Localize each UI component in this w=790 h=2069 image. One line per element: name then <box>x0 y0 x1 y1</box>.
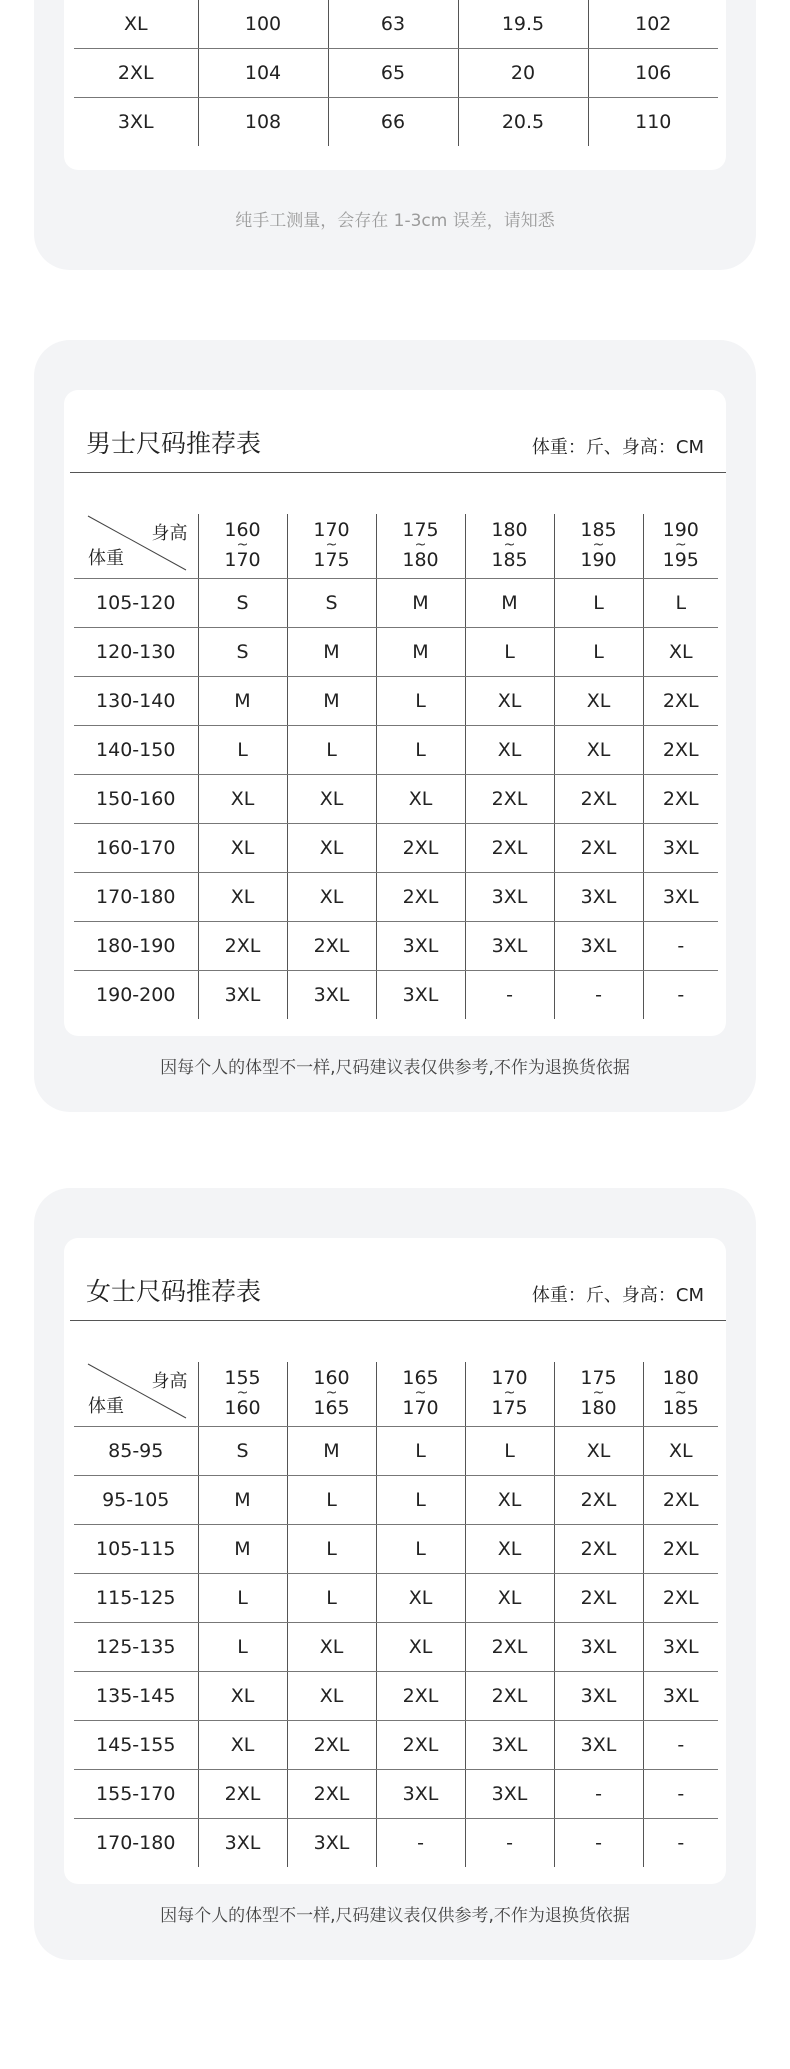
height-min: 180 <box>491 519 528 542</box>
size-cell: M <box>287 1427 376 1476</box>
weight-range-cell: 170-180 <box>74 1819 198 1868</box>
table-cell: 2XL <box>74 49 198 98</box>
size-cell: 3XL <box>643 873 718 922</box>
weight-range-cell: 115-125 <box>74 1574 198 1623</box>
size-cell: XL <box>287 1623 376 1672</box>
height-axis-label: 身高 <box>151 523 188 544</box>
height-range-header <box>198 514 287 579</box>
size-cell: L <box>643 579 718 628</box>
size-cell: 2XL <box>643 775 718 824</box>
women-chart-title: 女士尺码推荐表 <box>86 1277 262 1306</box>
size-cell: XL <box>198 775 287 824</box>
size-cell: 2XL <box>643 1574 718 1623</box>
size-cell: 2XL <box>287 1721 376 1770</box>
men-size-table <box>74 514 718 1019</box>
tilde: ~ <box>503 537 516 553</box>
table-row <box>74 677 718 726</box>
men-chart-title: 男士尺码推荐表 <box>86 429 262 458</box>
table-cell: 20 <box>458 49 588 98</box>
table-row <box>74 873 718 922</box>
size-cell: 3XL <box>554 922 643 971</box>
size-cell: L <box>287 1525 376 1574</box>
size-cell: L <box>198 1623 287 1672</box>
weight-range-cell: 105-120 <box>74 579 198 628</box>
weight-axis-label: 体重 <box>88 1396 124 1417</box>
tilde: ~ <box>325 537 338 553</box>
size-cell: 3XL <box>554 1672 643 1721</box>
weight-range-cell: 120-130 <box>74 628 198 677</box>
size-cell: S <box>198 579 287 628</box>
size-cell: - <box>554 971 643 1020</box>
size-cell: 2XL <box>376 873 465 922</box>
size-cell: 2XL <box>376 1672 465 1721</box>
measurement-note: 纯手工测量，会存在 1-3cm 误差，请知悉 <box>235 211 555 231</box>
size-cell: 2XL <box>465 824 554 873</box>
height-range-header <box>643 1362 718 1427</box>
weight-range-cell: 95-105 <box>74 1476 198 1525</box>
height-max: 180 <box>402 549 439 571</box>
height-min: 160 <box>224 519 261 542</box>
table-row <box>74 726 718 775</box>
women-note: 因每个人的体型不一样,尺码建议表仅供参考,不作为退换货依据 <box>160 1906 630 1926</box>
weight-range-cell: 160-170 <box>74 824 198 873</box>
height-range-header <box>287 1362 376 1427</box>
size-cell: M <box>198 1476 287 1525</box>
corner-cell <box>74 514 198 579</box>
height-min: 155 <box>224 1367 261 1390</box>
size-cell: - <box>554 1770 643 1819</box>
height-min: 160 <box>313 1367 350 1390</box>
size-cell: 2XL <box>643 1476 718 1525</box>
men-size-panel <box>34 340 756 1112</box>
table-row <box>74 1623 718 1672</box>
size-cell: M <box>465 579 554 628</box>
height-max: 190 <box>580 549 617 571</box>
height-min: 175 <box>402 519 439 542</box>
size-cell: - <box>465 1819 554 1868</box>
size-cell: 2XL <box>643 726 718 775</box>
size-cell: L <box>465 628 554 677</box>
table-header-row <box>74 1362 718 1427</box>
size-cell: 2XL <box>554 775 643 824</box>
height-range-header <box>554 1362 643 1427</box>
size-cell: 3XL <box>643 1623 718 1672</box>
tilde: ~ <box>592 1385 605 1401</box>
size-cell: 3XL <box>376 971 465 1020</box>
size-cell: L <box>376 726 465 775</box>
height-range-header <box>376 514 465 579</box>
table-row <box>74 1427 718 1476</box>
size-cell: 3XL <box>465 922 554 971</box>
height-min: 180 <box>662 1367 699 1390</box>
diagonal-header <box>74 514 198 578</box>
tilde: ~ <box>674 1385 687 1401</box>
women-size-card <box>64 1238 726 1884</box>
size-cell: 2XL <box>287 1770 376 1819</box>
height-max: 170 <box>402 1397 439 1419</box>
size-cell: 2XL <box>376 824 465 873</box>
table-cell: 104 <box>198 49 328 98</box>
men-unit-label: 体重：斤、身高：CM <box>531 437 704 458</box>
table-cell: 65 <box>328 49 458 98</box>
corner-cell <box>74 1362 198 1427</box>
weight-range-cell: 190-200 <box>74 971 198 1020</box>
size-cell: 2XL <box>554 1574 643 1623</box>
height-range-header <box>376 1362 465 1427</box>
size-cell: - <box>677 1832 685 1854</box>
height-axis-label: 身高 <box>151 1371 188 1392</box>
women-size-panel <box>34 1188 756 1960</box>
size-cell: S <box>198 1427 287 1476</box>
table-cell: 100 <box>198 0 328 49</box>
table-cell: 63 <box>328 0 458 49</box>
size-cell: 2XL <box>554 824 643 873</box>
women-unit-label: 体重：斤、身高：CM <box>531 1285 704 1306</box>
size-cell: L <box>554 628 643 677</box>
size-cell: S <box>287 579 376 628</box>
table-row <box>74 775 718 824</box>
table-cell: 3XL <box>74 98 198 147</box>
size-cell: 3XL <box>554 1623 643 1672</box>
size-cell: L <box>287 726 376 775</box>
height-min: 170 <box>491 1367 528 1390</box>
height-max: 185 <box>662 1397 699 1419</box>
table-row <box>74 1574 718 1623</box>
size-cell: S <box>198 628 287 677</box>
size-cell: XL <box>554 726 643 775</box>
weight-range-cell: 180-190 <box>74 922 198 971</box>
table-cell: 19.5 <box>458 0 588 49</box>
size-cell: 2XL <box>198 1770 287 1819</box>
weight-range-cell: 130-140 <box>74 677 198 726</box>
size-cell: XL <box>643 1427 718 1476</box>
table-row <box>74 1525 718 1574</box>
table-row <box>74 971 718 1020</box>
size-cell: XL <box>465 726 554 775</box>
size-cell: L <box>376 1525 465 1574</box>
table-row <box>74 824 718 873</box>
size-cell: L <box>376 1427 465 1476</box>
size-cell: XL <box>554 1427 643 1476</box>
women-size-table <box>74 1362 718 1867</box>
size-cell: XL <box>376 1574 465 1623</box>
size-cell: 2XL <box>554 1525 643 1574</box>
weight-range-cell: 150-160 <box>74 775 198 824</box>
table-row <box>74 922 718 971</box>
men-size-card <box>64 390 726 1036</box>
table-row <box>74 1672 718 1721</box>
tilde: ~ <box>503 1385 516 1401</box>
men-note: 因每个人的体型不一样,尺码建议表仅供参考,不作为退换货依据 <box>160 1058 630 1078</box>
size-cell: XL <box>287 1672 376 1721</box>
measurement-panel <box>34 0 756 270</box>
table-cell: 102 <box>588 0 718 49</box>
height-max: 170 <box>224 549 261 571</box>
size-cell: 2XL <box>465 1672 554 1721</box>
height-range-header <box>465 1362 554 1427</box>
table-cell: 110 <box>635 111 672 133</box>
size-cell: 2XL <box>198 922 287 971</box>
height-min: 165 <box>402 1367 439 1390</box>
table-row <box>74 1476 718 1525</box>
weight-range-cell: 85-95 <box>74 1427 198 1476</box>
height-range-header <box>198 1362 287 1427</box>
size-cell: L <box>465 1427 554 1476</box>
table-row <box>74 1819 718 1868</box>
tilde: ~ <box>414 537 427 553</box>
tilde: ~ <box>236 1385 249 1401</box>
size-cell: XL <box>643 628 718 677</box>
size-cell: 3XL <box>198 1819 287 1868</box>
size-cell: 2XL <box>465 775 554 824</box>
table-header-row <box>74 514 718 579</box>
size-cell: - <box>554 1819 643 1868</box>
weight-range-cell: 125-135 <box>74 1623 198 1672</box>
measurement-card <box>64 0 726 170</box>
size-cell: 3XL <box>643 824 718 873</box>
height-range-header <box>287 514 376 579</box>
size-cell: - <box>643 1770 718 1819</box>
height-max: 160 <box>224 1397 261 1419</box>
size-cell: XL <box>465 677 554 726</box>
size-cell: XL <box>554 677 643 726</box>
height-max: 185 <box>491 549 528 571</box>
size-cell: - <box>677 984 685 1006</box>
size-cell: XL <box>287 775 376 824</box>
tilde: ~ <box>236 537 249 553</box>
table-row <box>74 1770 718 1819</box>
size-cell: 2XL <box>287 922 376 971</box>
size-cell: XL <box>465 1476 554 1525</box>
table-row <box>74 579 718 628</box>
size-cell: 3XL <box>376 922 465 971</box>
size-cell: M <box>287 628 376 677</box>
weight-range-cell: 105-115 <box>74 1525 198 1574</box>
size-cell: L <box>198 726 287 775</box>
women-title-divider <box>70 1320 726 1321</box>
tilde: ~ <box>592 537 605 553</box>
size-cell: XL <box>465 1525 554 1574</box>
size-cell: XL <box>287 873 376 922</box>
weight-range-cell: 145-155 <box>74 1721 198 1770</box>
size-cell: 2XL <box>643 1525 718 1574</box>
weight-axis-label: 体重 <box>88 548 124 569</box>
weight-range-cell: 155-170 <box>74 1770 198 1819</box>
size-cell: 3XL <box>465 1721 554 1770</box>
height-min: 170 <box>313 519 350 542</box>
size-cell: XL <box>198 824 287 873</box>
table-cell: 20.5 <box>458 98 588 147</box>
table-cell: XL <box>74 0 198 49</box>
tilde: ~ <box>674 537 687 553</box>
size-cell: 3XL <box>376 1770 465 1819</box>
size-cell: XL <box>376 1623 465 1672</box>
size-cell: XL <box>465 1574 554 1623</box>
size-cell: L <box>287 1476 376 1525</box>
size-cell: 2XL <box>465 1623 554 1672</box>
size-cell: 3XL <box>554 873 643 922</box>
size-cell: L <box>376 677 465 726</box>
size-cell: 3XL <box>643 1672 718 1721</box>
weight-range-cell: 140-150 <box>74 726 198 775</box>
size-cell: - <box>376 1819 465 1868</box>
height-max: 175 <box>313 549 350 571</box>
size-cell: M <box>198 677 287 726</box>
weight-range-cell: 170-180 <box>74 873 198 922</box>
size-cell: XL <box>198 1721 287 1770</box>
size-cell: L <box>287 1574 376 1623</box>
tilde: ~ <box>325 1385 338 1401</box>
size-cell: XL <box>376 775 465 824</box>
height-max: 180 <box>580 1397 617 1419</box>
size-cell: M <box>198 1525 287 1574</box>
table-row <box>74 0 718 49</box>
size-cell: 3XL <box>287 1819 376 1868</box>
height-min: 190 <box>662 519 699 542</box>
size-cell: 3XL <box>287 971 376 1020</box>
table-cell: 106 <box>588 49 718 98</box>
size-cell: L <box>376 1476 465 1525</box>
diagonal-header <box>74 1362 198 1426</box>
size-cell: - <box>465 971 554 1020</box>
table-row <box>74 49 718 98</box>
size-cell: 3XL <box>465 873 554 922</box>
table-cell: 66 <box>328 98 458 147</box>
height-range-header <box>643 514 718 579</box>
size-cell: L <box>554 579 643 628</box>
height-range-header <box>465 514 554 579</box>
tilde: ~ <box>414 1385 427 1401</box>
size-cell: 3XL <box>198 971 287 1020</box>
size-cell: - <box>643 1721 718 1770</box>
height-range-header <box>554 514 643 579</box>
size-cell: 2XL <box>376 1721 465 1770</box>
size-cell: 2XL <box>554 1476 643 1525</box>
height-max: 195 <box>662 549 699 571</box>
size-cell: 2XL <box>643 677 718 726</box>
size-cell: XL <box>287 824 376 873</box>
weight-range-cell: 135-145 <box>74 1672 198 1721</box>
height-min: 185 <box>580 519 617 542</box>
size-cell: - <box>643 922 718 971</box>
table-cell: 108 <box>198 98 328 147</box>
measurement-table <box>74 0 718 146</box>
men-title-divider <box>70 472 726 473</box>
height-max: 165 <box>313 1397 350 1419</box>
size-cell: L <box>198 1574 287 1623</box>
height-min: 175 <box>580 1367 617 1390</box>
table-row <box>74 98 718 147</box>
size-cell: M <box>376 628 465 677</box>
table-row <box>74 1721 718 1770</box>
size-cell: 3XL <box>554 1721 643 1770</box>
size-cell: XL <box>198 1672 287 1721</box>
table-row <box>74 628 718 677</box>
size-cell: 3XL <box>465 1770 554 1819</box>
height-max: 175 <box>491 1397 528 1419</box>
size-cell: XL <box>198 873 287 922</box>
size-cell: M <box>287 677 376 726</box>
size-cell: M <box>376 579 465 628</box>
